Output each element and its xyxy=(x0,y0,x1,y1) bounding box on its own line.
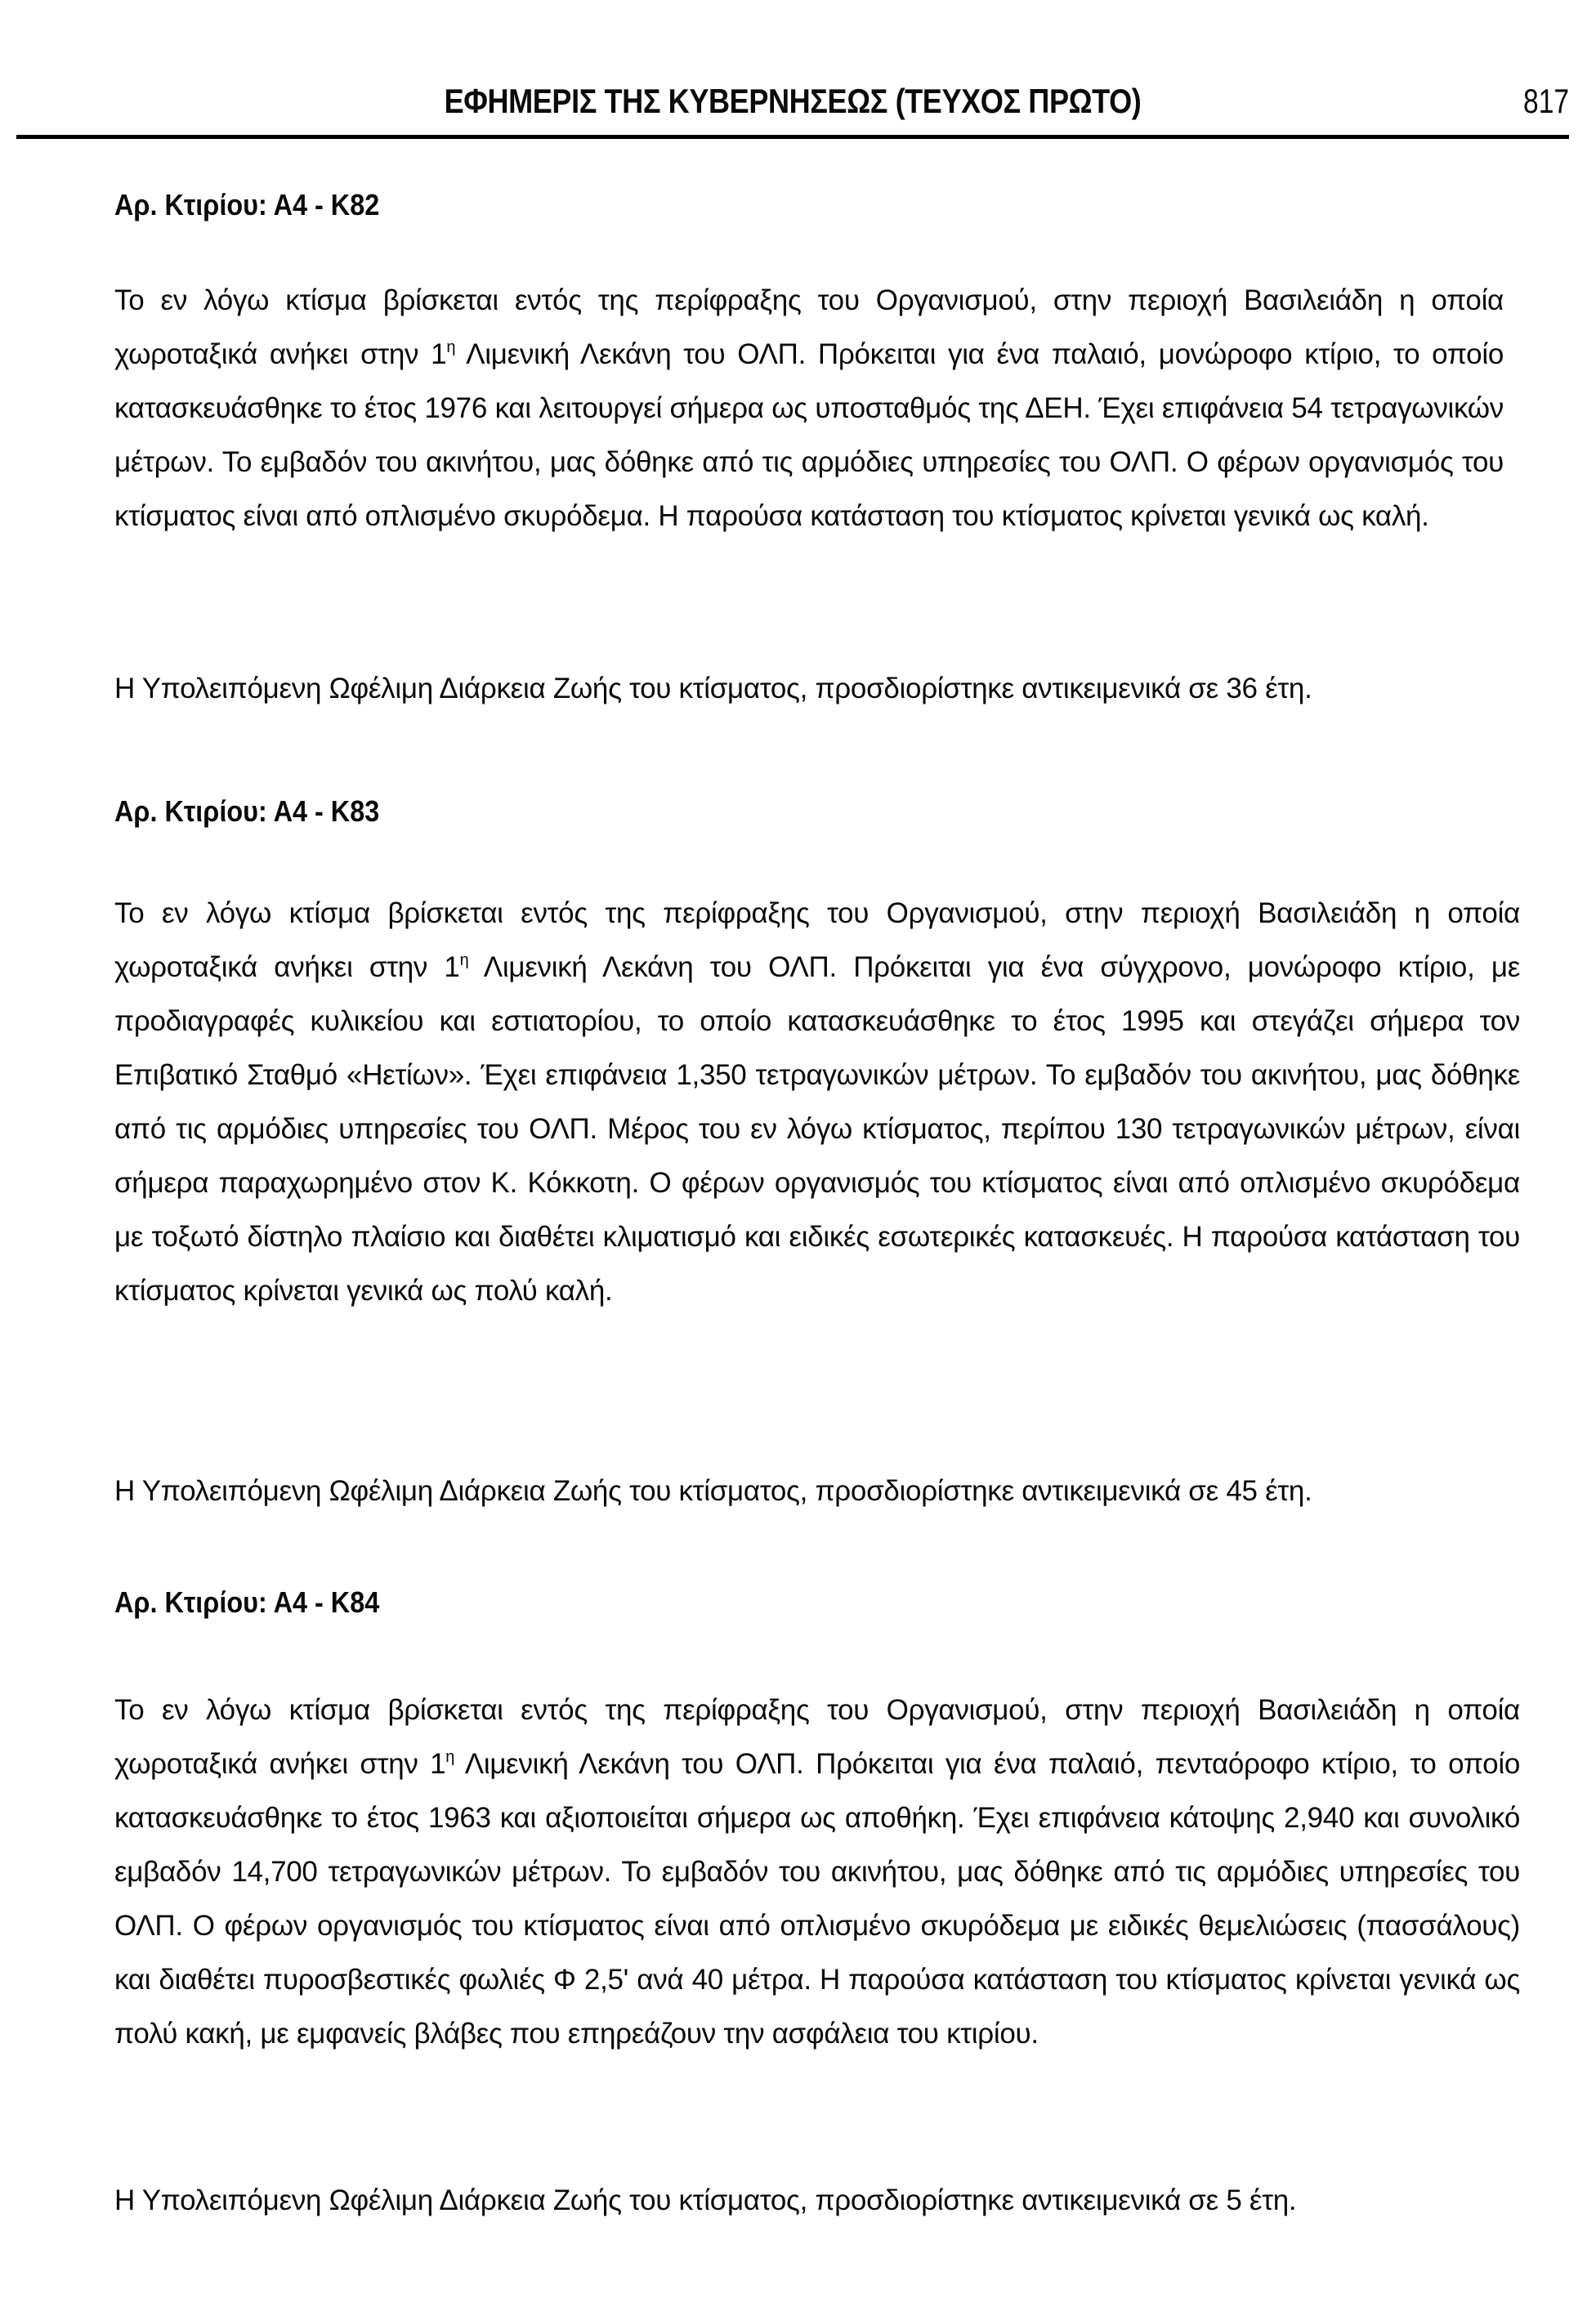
ordinal-superscript: η xyxy=(459,951,469,969)
description-text: Το εν λόγω κτίσμα βρίσκεται εντός της περίφραξης του Οργανισμού, στην περιοχή Βασιλειάδη η οποία χωροταξικά ανήκει στην 1 xyxy=(114,897,1520,983)
building-description xyxy=(114,1683,1520,2061)
remaining-life: Η Υπολειπόμενη Ωφέλιμη Διάρκεια Ζωής του κτίσματος, προσδιορίστηκε αντικειμενικά σε 36 έτη. xyxy=(114,673,1312,704)
remaining-life: Η Υπολειπόμενη Ωφέλιμη Διάρκεια Ζωής του κτίσματος, προσδιορίστηκε αντικειμενικά σε 5 έτη. xyxy=(114,2184,1297,2216)
remaining-life: Η Υπολειπόμενη Ωφέλιμη Διάρκεια Ζωής του κτίσματος, προσδιορίστηκε αντικειμενικά σε 45 έτη. xyxy=(114,1475,1312,1507)
ordinal-superscript: η xyxy=(445,1748,455,1766)
building-description xyxy=(114,274,1504,543)
ordinal-superscript: η xyxy=(446,338,456,356)
description-text: Το εν λόγω κτίσμα βρίσκεται εντός της περίφραξης του Οργανισμού, στην περιοχή Βασιλειάδη η οποία χωροταξικά ανήκει στην 1 xyxy=(114,284,1504,370)
building-heading: Αρ. Κτιρίου: Α4 - Κ83 xyxy=(114,794,380,828)
description-text: Λιμενική Λεκάνη του ΟΛΠ. Πρόκειται για ένα σύγχρονο, μονώροφο κτίριο, με προδιαγραφές κυλικείου και εστιατορίου, το οποίο κατασκευάσθηκε το έτος 1995 και στεγάζει σήμερα τον Επιβατικό Σταθμό «Ηετίων». Έχει επιφάνεια 1,350 τετραγωνικών μέτρων. Το εμβαδόν του ακινήτου, μας δόθηκε από τις αρμόδιες υπηρεσίες του ΟΛΠ. Μέρος του εν λόγω κτίσματος, περίπου 130 τετραγωνικών μέτρων, είναι σήμερα παραχωρημένο στον Κ. Κόκκοτη. Ο φέρων οργανισμός του κτίσματος είναι από οπλισμένο σκυρόδεμα με τοξωτό δίστηλο πλαίσιο και διαθέτει κλιματισμό και ειδικές εσωτερικές κατασκευές. Η παρούσα κατάσταση του κτίσματος κρίνεται γενικά ως πολύ καλή. xyxy=(114,951,1520,1307)
description-text: Το εν λόγω κτίσμα βρίσκεται εντός της περίφραξης του Οργανισμού, στην περιοχή Βασιλειάδη η οποία χωροταξικά ανήκει στην 1 xyxy=(114,1694,1520,1780)
description-text: Λιμενική Λεκάνη του ΟΛΠ. Πρόκειται για ένα παλαιό, μονώροφο κτίριο, το οποίο κατασκευάσθηκε το έτος 1976 και λειτουργεί σήμερα ως υποσταθμός της ΔΕΗ. Έχει επιφάνεια 54 τετραγωνικών μέτρων. Το εμβαδόν του ακινήτου, μας δόθηκε από τις αρμόδιες υπηρεσίες του ΟΛΠ. Ο φέρων οργανισμός του κτίσματος είναι από οπλισμένο σκυρόδεμα. Η παρούσα κατάσταση του κτίσματος κρίνεται γενικά ως καλή. xyxy=(114,338,1504,532)
building-heading: Αρ. Κτιρίου: Α4 - Κ82 xyxy=(114,188,380,221)
building-heading: Αρ. Κτιρίου: Α4 - Κ84 xyxy=(114,1585,380,1619)
page-header xyxy=(16,0,1569,139)
page-number: 817 xyxy=(1522,82,1569,120)
description-text: Λιμενική Λεκάνη του ΟΛΠ. Πρόκειται για ένα παλαιό, πενταόροφο κτίριο, το οποίο κατασκευάσθηκε το έτος 1963 και αξιοποιείται σήμερα ως αποθήκη. Έχει επιφάνεια κάτοψης 2,940 και συνολικό εμβαδόν 14,700 τετραγωνικών μέτρων. Το εμβαδόν του ακινήτου, μας δόθηκε από τις αρμόδιες υπηρεσίες του ΟΛΠ. Ο φέρων οργανισμός του κτίσματος είναι από οπλισμένο σκυρόδεμα με ειδικές θεμελιώσεις (πασσάλους) και διαθέτει πυροσβεστικές φωλιές Φ 2,5' ανά 40 μέτρα. Η παρούσα κατάσταση του κτίσματος κρίνεται γενικά ως πολύ κακή, με εμφανείς βλάβες που επηρεάζουν την ασφάλεια του κτιρίου. xyxy=(114,1748,1520,2050)
gazette-title: ΕΦΗΜΕΡΙΣ ΤΗΣ ΚΥΒΕΡΝΗΣΕΩΣ (ΤΕΥΧΟΣ ΠΡΩΤΟ) xyxy=(444,82,1142,120)
building-description xyxy=(114,887,1520,1318)
